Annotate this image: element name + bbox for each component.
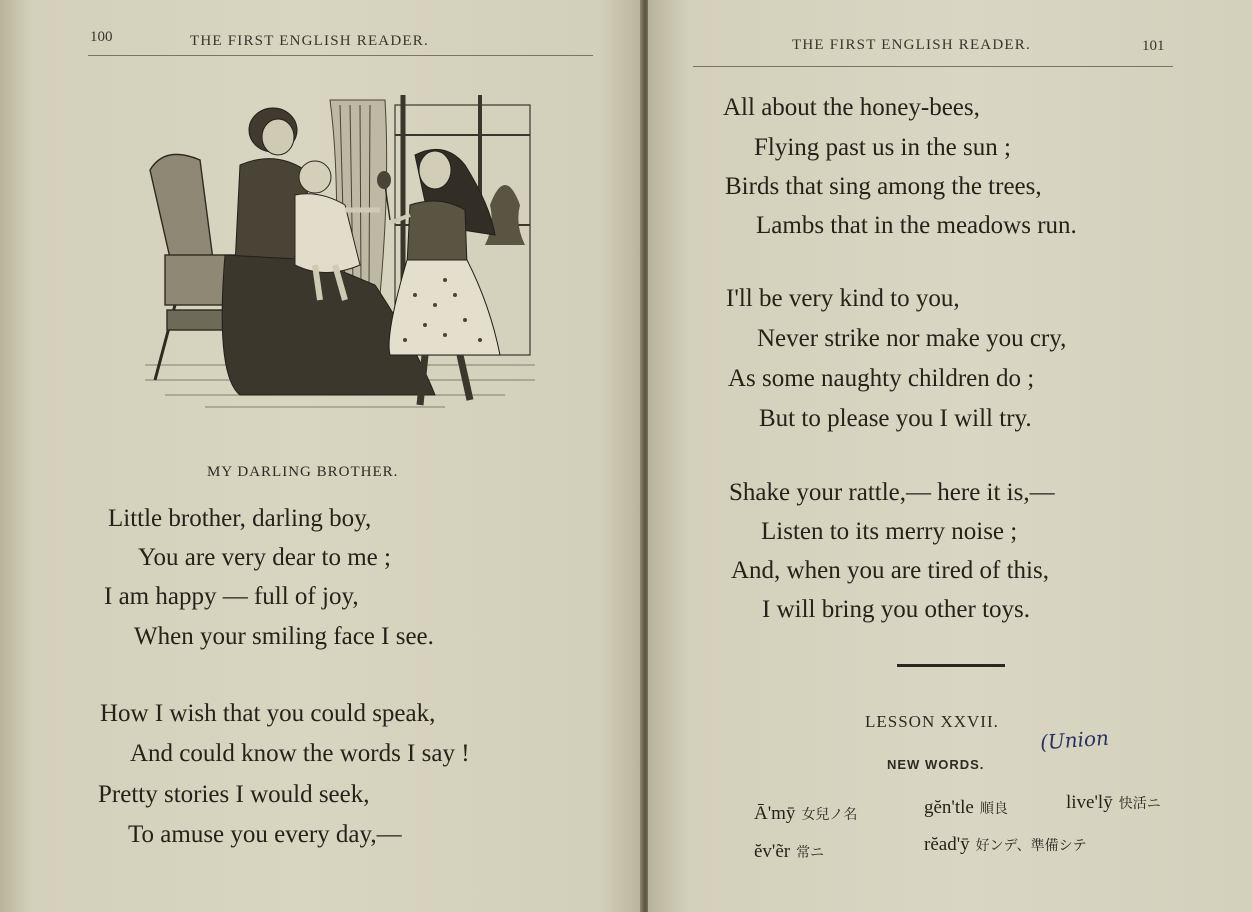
left-header-rule <box>88 55 593 56</box>
vocab-word: Ā'mȳ <box>754 803 796 824</box>
vocab-word: live'lȳ <box>1066 792 1113 813</box>
section-divider <box>897 664 1005 667</box>
vocab-entry <box>754 841 824 863</box>
poem-line: Flying past us in the sun ; <box>754 134 1011 161</box>
poem-line: And, when you are tired of this, <box>731 557 1049 584</box>
poem-line: Little brother, darling boy, <box>108 505 372 532</box>
poem-line: You are very dear to me ; <box>138 544 391 571</box>
poem-line: I will bring you other toys. <box>762 596 1031 623</box>
left-page-number: 100 <box>90 29 113 45</box>
poem-line: Birds that sing among the trees, <box>725 173 1042 200</box>
vocab-word: gĕn'tle <box>924 797 974 818</box>
handwritten-note: (Union <box>1039 725 1110 755</box>
poem-line: Pretty stories I would seek, <box>98 781 370 808</box>
poem-line: To amuse you every day,— <box>128 821 402 848</box>
poem-line: All about the honey-bees, <box>723 94 980 121</box>
right-page <box>648 0 1252 912</box>
vocab-gloss: 常ニ <box>796 845 825 861</box>
right-running-head: THE FIRST ENGLISH READER. <box>792 37 1031 53</box>
poem-line: I'll be very kind to you, <box>726 285 960 312</box>
poem-line: Never strike nor make you cry, <box>757 325 1067 352</box>
right-header-rule <box>693 66 1173 67</box>
vocab-entry <box>1066 792 1161 814</box>
poem-line: When your smiling face I see. <box>134 623 434 650</box>
poem-line: How I wish that you could speak, <box>100 700 436 727</box>
vocab-gloss: 好ンデ、準備シテ <box>975 838 1087 854</box>
poem-line: Shake your rattle,— here it is,— <box>729 479 1055 506</box>
vocab-word: rĕad'ȳ <box>924 834 970 855</box>
left-running-head: THE FIRST ENGLISH READER. <box>190 33 429 49</box>
poem-line: But to please you I will try. <box>759 405 1032 432</box>
engraving-illustration <box>145 95 535 420</box>
lesson-heading: LESSON XXVII. <box>865 712 999 731</box>
poem-line: As some naughty children do ; <box>728 365 1035 392</box>
poem-line: Listen to its merry noise ; <box>761 518 1018 545</box>
vocab-gloss: 順良 <box>979 801 1008 817</box>
vocab-word: ĕv'ẽr <box>754 841 791 862</box>
vocab-entry <box>924 797 1008 819</box>
vocab-gloss: 女兒ノ名 <box>801 807 858 823</box>
poem-line: Lambs that in the meadows run. <box>756 212 1077 239</box>
vocab-entry <box>924 834 1087 856</box>
vocab-entry <box>754 803 857 825</box>
poem-title: MY DARLING BROTHER. <box>207 464 399 480</box>
new-words-heading: NEW WORDS. <box>887 757 985 772</box>
poem-line: And could know the words I say ! <box>130 740 470 767</box>
right-page-number: 101 <box>1142 38 1165 54</box>
vocab-gloss: 快活ニ <box>1118 796 1161 812</box>
poem-line: I am happy — full of joy, <box>104 583 359 610</box>
